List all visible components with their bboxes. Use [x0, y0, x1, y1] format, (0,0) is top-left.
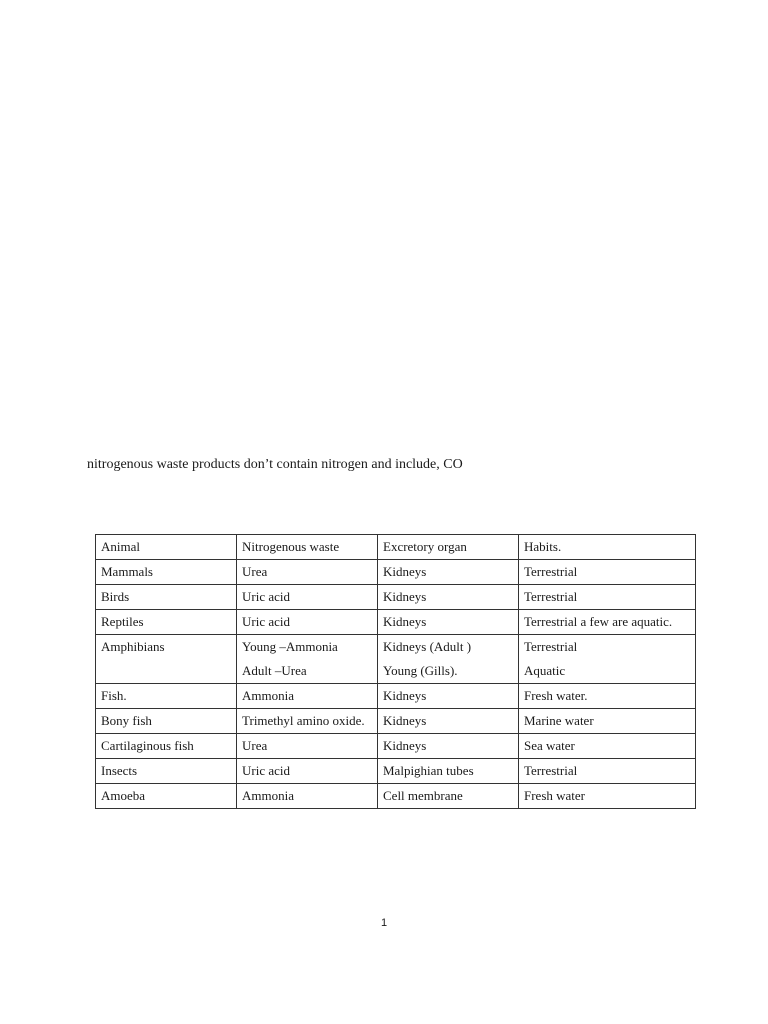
nitrogenous-waste-cell: [237, 734, 378, 759]
cell-text: Kidneys: [383, 614, 427, 629]
header-habits: Habits.: [519, 535, 696, 560]
cell-text: Malpighian tubes: [383, 763, 474, 778]
cell-text: Aquatic: [524, 663, 566, 678]
animal-cell: [96, 759, 237, 784]
cell-text: Birds: [101, 589, 130, 604]
table-row: [96, 684, 696, 709]
table-row: [96, 585, 696, 610]
table-header-row: [96, 535, 696, 560]
nitrogenous-waste-cell: [237, 709, 378, 734]
cell-text: Ammonia: [242, 788, 294, 803]
page-number: 1: [380, 917, 388, 929]
animal-cell: [96, 635, 237, 684]
animal-cell: [96, 684, 237, 709]
table-row: [96, 784, 696, 809]
excretory-organ-cell: [378, 709, 519, 734]
cell-text: Amoeba: [101, 788, 146, 803]
excretory-organ-cell: [378, 684, 519, 709]
nitrogenous-waste-cell: [237, 610, 378, 635]
excretory-organ-cell: [378, 610, 519, 635]
cell-text: Trimethyl amino oxide.: [242, 713, 365, 728]
cell-text: Young –Ammonia: [242, 639, 338, 654]
nitrogenous-waste-cell: [237, 759, 378, 784]
table-row: [96, 709, 696, 734]
habits-cell: [519, 585, 696, 610]
habits-cell: [519, 610, 696, 635]
excretory-organ-cell: [378, 585, 519, 610]
header-excretory-organ: Excretory organ: [378, 535, 519, 560]
table-row: [96, 610, 696, 635]
cell-text: Mammals: [101, 564, 153, 579]
cell-text: Kidneys: [383, 713, 427, 728]
cell-text: Insects: [101, 763, 138, 778]
animal-cell: [96, 610, 237, 635]
cell-text: Reptiles: [101, 614, 144, 629]
excretory-organ-cell: [378, 560, 519, 585]
header-nitrogenous-waste: Nitrogenous waste: [237, 535, 378, 560]
habits-cell: [519, 560, 696, 585]
cell-text: Cell membrane: [383, 788, 463, 803]
cell-text: Sea water: [524, 738, 575, 753]
animal-cell: [96, 560, 237, 585]
cell-text: Adult –Urea: [242, 663, 307, 678]
habits-cell: [519, 784, 696, 809]
nitrogenous-waste-cell: [237, 635, 378, 684]
animal-cell: [96, 734, 237, 759]
excretory-organ-cell: [378, 759, 519, 784]
cell-text: Urea: [242, 738, 268, 753]
cell-text: Uric acid: [242, 763, 291, 778]
cell-text: Kidneys: [383, 564, 427, 579]
header-animal: Animal: [96, 535, 237, 560]
habits-cell: [519, 734, 696, 759]
cell-text: Amphibians: [101, 639, 165, 654]
intro-paragraph: nitrogenous waste products don’t contain nitrogen and include, CO: [87, 457, 463, 472]
nitrogenous-waste-cell: [237, 684, 378, 709]
cell-text: Terrestrial a few are aquatic.: [524, 614, 673, 629]
table-row: [96, 635, 696, 684]
nitrogenous-waste-cell: [237, 560, 378, 585]
cell-text: Fresh water: [524, 788, 586, 803]
nitrogenous-waste-cell: [237, 585, 378, 610]
cell-text: Kidneys (Adult ): [383, 639, 472, 654]
cell-text: Terrestrial: [524, 564, 578, 579]
cell-text: Kidneys: [383, 589, 427, 604]
cell-text: Uric acid: [242, 589, 291, 604]
cell-text: Young (Gills).: [383, 663, 458, 678]
cell-text: Bony fish: [101, 713, 152, 728]
table-body: [96, 535, 696, 809]
cell-text: Fresh water.: [524, 688, 588, 703]
excretory-organ-cell: [378, 635, 519, 684]
animal-cell: [96, 709, 237, 734]
excretory-organ-cell: [378, 734, 519, 759]
cell-text: Terrestrial: [524, 763, 578, 778]
nitrogenous-waste-cell: [237, 784, 378, 809]
excretory-organ-cell: [378, 784, 519, 809]
table-row: [96, 759, 696, 784]
cell-text: Fish.: [101, 688, 127, 703]
excretion-table: [95, 534, 696, 809]
cell-text: Urea: [242, 564, 268, 579]
cell-text: Kidneys: [383, 738, 427, 753]
cell-text: Marine water: [524, 713, 594, 728]
cell-text: Kidneys: [383, 688, 427, 703]
habits-cell: [519, 759, 696, 784]
cell-text: Terrestrial: [524, 639, 578, 654]
habits-cell: [519, 684, 696, 709]
table-row: [96, 560, 696, 585]
table-row: [96, 734, 696, 759]
cell-text: Cartilaginous fish: [101, 738, 194, 753]
animal-cell: [96, 784, 237, 809]
cell-text: Ammonia: [242, 688, 294, 703]
animal-cell: [96, 585, 237, 610]
cell-text: Uric acid: [242, 614, 291, 629]
cell-text: Terrestrial: [524, 589, 578, 604]
habits-cell: [519, 635, 696, 684]
habits-cell: [519, 709, 696, 734]
